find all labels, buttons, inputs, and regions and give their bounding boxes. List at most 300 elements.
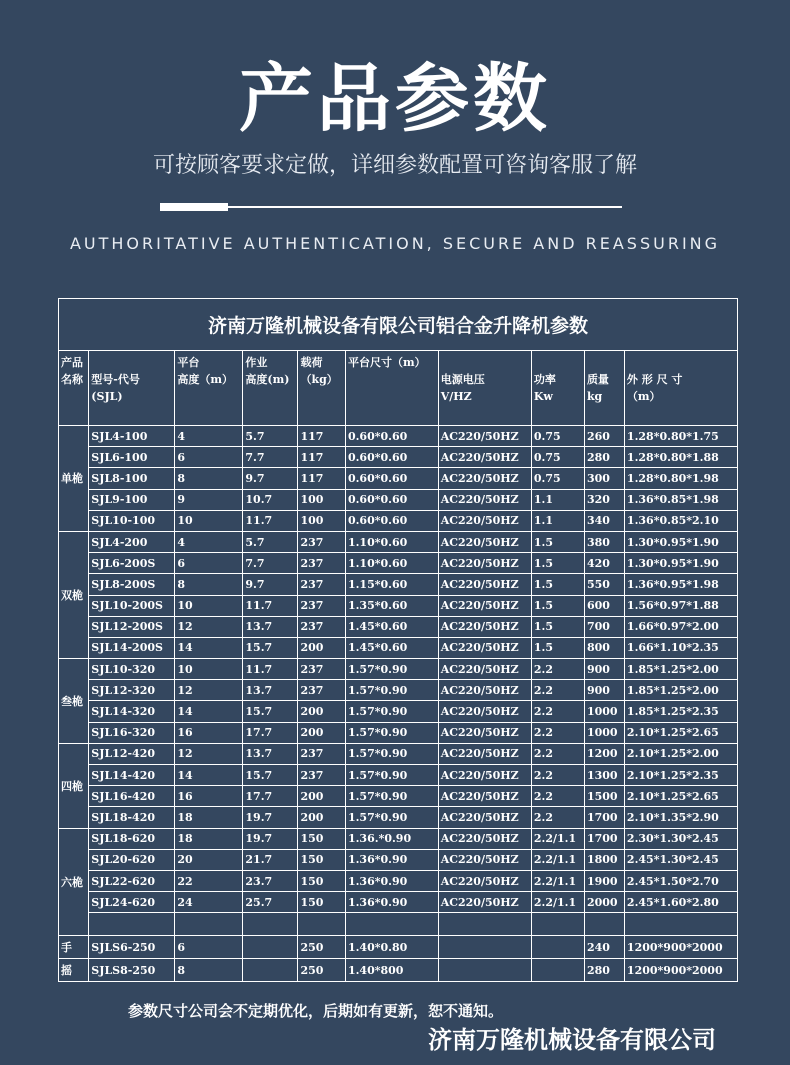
table-cell: AC220/50HZ (438, 807, 531, 828)
header-label (587, 354, 622, 371)
table-cell: SJL10-200S (89, 595, 175, 616)
table-cell: 1.28*0.80*1.88 (624, 447, 737, 468)
table-cell: 1.1 (531, 489, 584, 510)
table-cell: AC220/50HZ (438, 616, 531, 637)
table-row (59, 807, 738, 828)
header-cell (584, 351, 624, 426)
table-cell: 237 (298, 553, 346, 574)
empty-cell (175, 913, 243, 936)
table-cell: 7.7 (243, 553, 298, 574)
table-row (59, 936, 738, 959)
table-cell: AC220/50HZ (438, 447, 531, 468)
table-cell: 7.7 (243, 447, 298, 468)
table-cell: 1.57*0.90 (345, 786, 438, 807)
table-cell: 1.57*0.90 (345, 659, 438, 680)
header-label: 名称 (61, 373, 83, 386)
table-cell: SJLS8-250 (89, 959, 175, 982)
table-cell: SJL12-320 (89, 680, 175, 701)
table-cell: 10 (175, 595, 243, 616)
table-cell: 100 (298, 489, 346, 510)
table-cell: 2.10*1.25*2.65 (624, 722, 737, 743)
table-cell: 16 (175, 786, 243, 807)
header-cell (345, 351, 438, 426)
table-cell: 260 (584, 426, 624, 447)
table-cell: 300 (584, 468, 624, 489)
table-cell: SJL14-420 (89, 765, 175, 786)
table-cell: 1.36.*0.90 (345, 828, 438, 849)
empty-cell (89, 913, 175, 936)
table-cell: 200 (298, 701, 346, 722)
header-label: 电源电压 (440, 373, 485, 386)
table-cell: 18 (175, 807, 243, 828)
table-cell: 150 (298, 849, 346, 870)
table-cell: 1.5 (531, 595, 584, 616)
table-row (59, 959, 738, 982)
table-cell: 250 (298, 959, 346, 982)
spec-table (58, 298, 738, 982)
table-cell: 12 (175, 680, 243, 701)
table-cell: AC220/50HZ (438, 828, 531, 849)
table-cell: 1.30*0.95*1.90 (624, 531, 737, 552)
table-cell: 800 (584, 637, 624, 658)
empty-cell (584, 913, 624, 936)
table-cell: 237 (298, 595, 346, 616)
table-cell: 1.36*0.85*1.98 (624, 489, 737, 510)
header-label (534, 354, 582, 371)
header-label: 高度（m） (177, 373, 233, 386)
table-row (59, 531, 738, 552)
table-cell: 2.45*1.60*2.80 (624, 892, 737, 913)
table-row (59, 722, 738, 743)
table-row (59, 828, 738, 849)
table-cell: 10 (175, 659, 243, 680)
table-cell: 8 (175, 959, 243, 982)
table-cell: 0.60*0.60 (345, 447, 438, 468)
table-cell: AC220/50HZ (438, 468, 531, 489)
table-cell: 1.85*1.25*2.35 (624, 701, 737, 722)
table-cell: 16 (175, 722, 243, 743)
english-tagline: AUTHORITATIVE AUTHENTICATION, SECURE AND REASSURING (69, 234, 721, 253)
table-cell: SJL16-420 (89, 786, 175, 807)
table-cell: 1.10*0.60 (345, 553, 438, 574)
table-cell: 2.30*1.30*2.45 (624, 828, 737, 849)
table-cell: 1.5 (531, 553, 584, 574)
table-cell: 0.60*0.60 (345, 510, 438, 531)
table-cell: AC220/50HZ (438, 892, 531, 913)
table-cell: 0.60*0.60 (345, 426, 438, 447)
table-cell: 1.28*0.80*1.75 (624, 426, 737, 447)
header-label: 功率 (533, 373, 556, 386)
table-cell: 1.5 (531, 531, 584, 552)
table-row (59, 849, 738, 870)
table-cell: 5.7 (243, 531, 298, 552)
header-label: （kg） (300, 373, 338, 386)
table-cell: 200 (298, 786, 346, 807)
table-cell: SJL6-100 (89, 447, 175, 468)
table-cell: 25.7 (243, 892, 298, 913)
table-cell: 900 (584, 680, 624, 701)
header-label: 作业 (245, 356, 268, 369)
table-cell: 15.7 (243, 701, 298, 722)
table-cell: AC220/50HZ (438, 510, 531, 531)
table-cell: 900 (584, 659, 624, 680)
table-cell: SJL8-200S (89, 574, 175, 595)
table-cell: 1.57*0.90 (345, 807, 438, 828)
table-cell: AC220/50HZ (438, 489, 531, 510)
table-cell: 17.7 (243, 722, 298, 743)
table-cell: SJL4-100 (89, 426, 175, 447)
table-cell: 0.60*0.60 (345, 468, 438, 489)
header-label: kg (586, 390, 603, 403)
empty-cell (243, 913, 298, 936)
table-cell: SJL8-100 (89, 468, 175, 489)
header-cell (243, 351, 298, 426)
table-cell: SJL14-320 (89, 701, 175, 722)
table-cell: 1.5 (531, 616, 584, 637)
header-label: Kw (533, 390, 553, 403)
group-name: 单桅 (59, 426, 89, 532)
table-cell: AC220/50HZ (438, 701, 531, 722)
table-cell: 150 (298, 828, 346, 849)
table-cell: 10.7 (243, 489, 298, 510)
table-cell: 1.36*0.90 (345, 870, 438, 891)
table-cell: 420 (584, 553, 624, 574)
table-cell: AC220/50HZ (438, 680, 531, 701)
empty-cell (531, 913, 584, 936)
table-cell: 200 (298, 637, 346, 658)
header-cell (438, 351, 531, 426)
table-cell: 237 (298, 680, 346, 701)
table-cell: AC220/50HZ (438, 722, 531, 743)
table-cell: 237 (298, 765, 346, 786)
table-cell: 1.57*0.90 (345, 701, 438, 722)
table-cell: SJL9-100 (89, 489, 175, 510)
table-cell: 2.2/1.1 (531, 849, 584, 870)
table-cell: AC220/50HZ (438, 659, 531, 680)
table-cell (531, 936, 584, 959)
header-cell (59, 351, 89, 426)
table-cell: 2.2 (531, 743, 584, 764)
table-cell: AC220/50HZ (438, 849, 531, 870)
table-cell: SJL10-100 (89, 510, 175, 531)
table-cell: 6 (175, 553, 243, 574)
table-cell: 22 (175, 870, 243, 891)
table-cell: 2.2 (531, 680, 584, 701)
table-cell: AC220/50HZ (438, 743, 531, 764)
table-cell: 17.7 (243, 786, 298, 807)
table-cell: 237 (298, 743, 346, 764)
header-label: 高度(m) (245, 373, 290, 386)
table-cell: 320 (584, 489, 624, 510)
header-label: 载荷 (300, 356, 323, 369)
group-name: 双桅 (59, 531, 89, 658)
blank-row (59, 913, 738, 936)
table-cell: 380 (584, 531, 624, 552)
table-cell: SJL14-200S (89, 637, 175, 658)
table-cell: 14 (175, 701, 243, 722)
header-cell (175, 351, 243, 426)
table-cell: 1200 (584, 743, 624, 764)
table-cell: 2.2 (531, 807, 584, 828)
table-cell: 2.2 (531, 701, 584, 722)
table-cell: SJL22-620 (89, 870, 175, 891)
table-row (59, 680, 738, 701)
table-cell: 1.45*0.60 (345, 637, 438, 658)
table-cell: 5.7 (243, 426, 298, 447)
table-row (59, 786, 738, 807)
table-cell: 1.5 (531, 637, 584, 658)
table-cell: 0.75 (531, 426, 584, 447)
table-cell: 237 (298, 659, 346, 680)
table-cell: 1.66*0.97*2.00 (624, 616, 737, 637)
table-cell: 6 (175, 936, 243, 959)
table-cell: SJL12-200S (89, 616, 175, 637)
table-cell: 14 (175, 765, 243, 786)
table-cell: 1.36*0.95*1.98 (624, 574, 737, 595)
table-cell: 1.36*0.90 (345, 849, 438, 870)
table-cell: 1200*900*2000 (624, 959, 737, 982)
table-cell: 237 (298, 531, 346, 552)
table-cell: 1000 (584, 701, 624, 722)
table-cell: SJL12-420 (89, 743, 175, 764)
table-cell: AC220/50HZ (438, 870, 531, 891)
table-cell: 14 (175, 637, 243, 658)
table-cell (438, 936, 531, 959)
footer-note: 参数尺寸公司会不定期优化，后期如有更新，恕不通知。 (128, 1002, 504, 1020)
table-row (59, 892, 738, 913)
table-cell: 19.7 (243, 828, 298, 849)
company-name: 济南万隆机械设备有限公司 (428, 1026, 716, 1054)
table-cell: 150 (298, 892, 346, 913)
table-cell: 1900 (584, 870, 624, 891)
table-cell: AC220/50HZ (438, 574, 531, 595)
table-cell: 1.57*0.90 (345, 765, 438, 786)
header-row (59, 351, 738, 426)
table-cell: 117 (298, 447, 346, 468)
table-cell: SJL10-320 (89, 659, 175, 680)
table-cell: 1.30*0.95*1.90 (624, 553, 737, 574)
empty-cell (298, 913, 346, 936)
table-row (59, 595, 738, 616)
header-label: 产品 (61, 356, 83, 369)
table-cell: 250 (298, 936, 346, 959)
table-cell: AC220/50HZ (438, 553, 531, 574)
table-cell: 13.7 (243, 743, 298, 764)
table-cell: 9.7 (243, 468, 298, 489)
table-cell: SJL4-200 (89, 531, 175, 552)
table-cell: 100 (298, 510, 346, 531)
table-cell: 0.75 (531, 468, 584, 489)
table-cell: 2.45*1.30*2.45 (624, 849, 737, 870)
table-row (59, 574, 738, 595)
table-cell: 1300 (584, 765, 624, 786)
table-cell: 280 (584, 959, 624, 982)
table-cell: 1800 (584, 849, 624, 870)
table-cell: 2.2 (531, 722, 584, 743)
table-row (59, 616, 738, 637)
table-cell: 0.75 (531, 447, 584, 468)
empty-cell (438, 913, 531, 936)
table-cell: 1.66*1.10*2.35 (624, 637, 737, 658)
divider-accent (160, 203, 228, 211)
table-cell: 1.10*0.60 (345, 531, 438, 552)
table-cell: 2.2 (531, 786, 584, 807)
table-row (59, 489, 738, 510)
table-cell: 237 (298, 616, 346, 637)
group-name: 叁桅 (59, 659, 89, 744)
table-cell: 1200*900*2000 (624, 936, 737, 959)
table-cell: 1.28*0.80*1.98 (624, 468, 737, 489)
table-cell: 2.2/1.1 (531, 892, 584, 913)
empty-cell (345, 913, 438, 936)
page-title: 产品参数 (239, 56, 551, 142)
table-cell: 150 (298, 870, 346, 891)
table-cell: 2.2/1.1 (531, 870, 584, 891)
table-cell: 200 (298, 807, 346, 828)
table-row (59, 426, 738, 447)
table-cell: 4 (175, 531, 243, 552)
table-cell: 12 (175, 616, 243, 637)
table-cell: 117 (298, 468, 346, 489)
table-cell: 240 (584, 936, 624, 959)
table-cell: 600 (584, 595, 624, 616)
table-cell: 117 (298, 426, 346, 447)
table-cell: 10 (175, 510, 243, 531)
header-cell (531, 351, 584, 426)
table-cell: SJL18-420 (89, 807, 175, 828)
table-cell: 237 (298, 574, 346, 595)
table-cell: 11.7 (243, 510, 298, 531)
table-cell: 1.36*0.90 (345, 892, 438, 913)
table-cell: 550 (584, 574, 624, 595)
subtitle: 可按顾客要求定做，详细参数配置可咨询客服了解 (152, 153, 637, 178)
table-cell: AC220/50HZ (438, 786, 531, 807)
header-label: 平台尺寸（m） (347, 356, 426, 369)
table-cell: 2.45*1.50*2.70 (624, 870, 737, 891)
table-cell (531, 959, 584, 982)
table-cell: 11.7 (243, 595, 298, 616)
header-label (627, 354, 735, 371)
table-cell: 6 (175, 447, 243, 468)
table-cell: AC220/50HZ (438, 595, 531, 616)
empty-cell (624, 913, 737, 936)
table-cell: 1.1 (531, 510, 584, 531)
table-cell: 18 (175, 828, 243, 849)
table-cell: 2.2 (531, 659, 584, 680)
table-cell: 8 (175, 468, 243, 489)
table-cell: 2.10*1.25*2.00 (624, 743, 737, 764)
table-cell (438, 959, 531, 982)
table-row (59, 765, 738, 786)
table-cell: 2000 (584, 892, 624, 913)
header-cell (89, 351, 175, 426)
table-cell: 1.85*1.25*2.00 (624, 680, 737, 701)
table-cell: 19.7 (243, 807, 298, 828)
table-cell: 1000 (584, 722, 624, 743)
group-name: 四桅 (59, 743, 89, 828)
table-cell: SJL20-620 (89, 849, 175, 870)
table-cell: 2.10*1.25*2.35 (624, 765, 737, 786)
table-row (59, 743, 738, 764)
header-label: 平台 (177, 356, 200, 369)
table-row (59, 468, 738, 489)
table-cell: 24 (175, 892, 243, 913)
header-cell (624, 351, 737, 426)
table-cell: 200 (298, 722, 346, 743)
table-cell: 9.7 (243, 574, 298, 595)
table-cell: 2.10*1.35*2.90 (624, 807, 737, 828)
table-cell: 21.7 (243, 849, 298, 870)
header-label: 型号-代号 (91, 373, 140, 386)
header-label: 质量 (586, 373, 609, 386)
table-cell: AC220/50HZ (438, 426, 531, 447)
table-cell: SJLS6-250 (89, 936, 175, 959)
table-cell: 1.40*800 (345, 959, 438, 982)
table-cell: 1700 (584, 807, 624, 828)
table-row (59, 870, 738, 891)
table-row (59, 701, 738, 722)
table-row (59, 553, 738, 574)
table-cell: 2.2 (531, 765, 584, 786)
header-label (91, 354, 172, 371)
table-row (59, 659, 738, 680)
table-cell: 1.40*0.80 (345, 936, 438, 959)
table-cell: 280 (584, 447, 624, 468)
table-cell: AC220/50HZ (438, 531, 531, 552)
header-label: （m） (626, 390, 661, 403)
table-cell: AC220/50HZ (438, 765, 531, 786)
table-cell: 340 (584, 510, 624, 531)
table-cell: 手 (59, 936, 89, 959)
table-cell: AC220/50HZ (438, 637, 531, 658)
table-cell: 1.36*0.85*2.10 (624, 510, 737, 531)
table-cell: 15.7 (243, 637, 298, 658)
table-cell: 2.2/1.1 (531, 828, 584, 849)
table-cell (243, 959, 298, 982)
table-cell: 1.15*0.60 (345, 574, 438, 595)
table-cell: 1.57*0.90 (345, 680, 438, 701)
header-cell (298, 351, 346, 426)
table-cell: 13.7 (243, 616, 298, 637)
table-cell: 2.10*1.25*2.65 (624, 786, 737, 807)
table-cell: 20 (175, 849, 243, 870)
table-cell: 1.57*0.90 (345, 743, 438, 764)
table-cell: 4 (175, 426, 243, 447)
table-cell: 9 (175, 489, 243, 510)
table-cell: 12 (175, 743, 243, 764)
table-cell: 1.35*0.60 (345, 595, 438, 616)
table-cell: 700 (584, 616, 624, 637)
group-name: 六桅 (59, 828, 89, 936)
table-cell: SJL24-620 (89, 892, 175, 913)
header-label: V/HZ (440, 390, 472, 403)
table-cell: 摇 (59, 959, 89, 982)
table-cell: 13.7 (243, 680, 298, 701)
table-cell: 1.56*0.97*1.88 (624, 595, 737, 616)
table-cell: SJL18-620 (89, 828, 175, 849)
table-cell: 1700 (584, 828, 624, 849)
table-caption: 济南万隆机械设备有限公司铝合金升降机参数 (59, 299, 738, 351)
table-cell: 1.57*0.90 (345, 722, 438, 743)
header-label: (SJL) (91, 390, 123, 403)
table-cell: 1.45*0.60 (345, 616, 438, 637)
table-cell (243, 936, 298, 959)
table-cell: 1.5 (531, 574, 584, 595)
table-cell: 23.7 (243, 870, 298, 891)
table-cell: 1.85*1.25*2.00 (624, 659, 737, 680)
table-cell: SJL16-320 (89, 722, 175, 743)
table-cell: 11.7 (243, 659, 298, 680)
